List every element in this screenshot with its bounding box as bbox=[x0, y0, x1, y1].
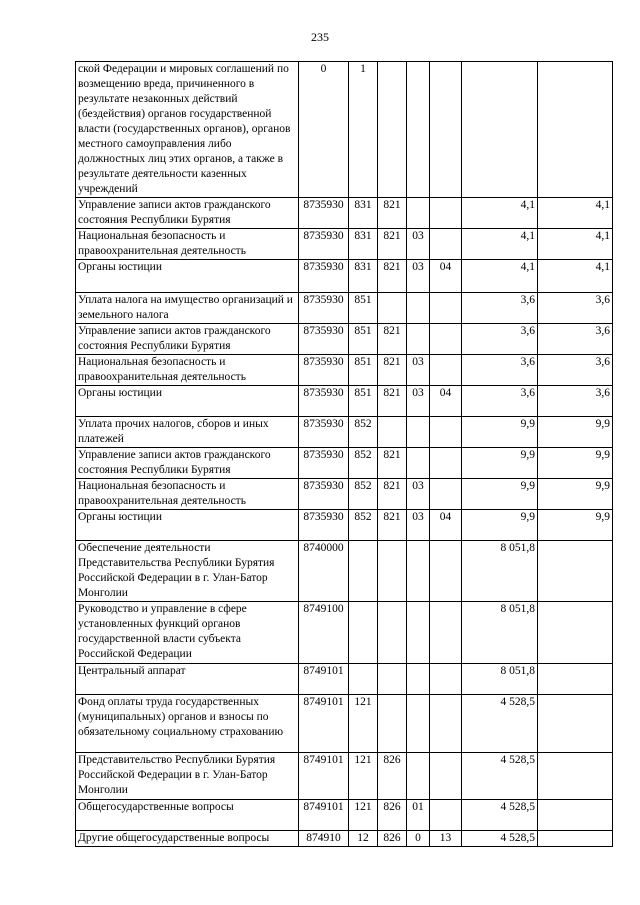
row-amount-2: 4,1 bbox=[538, 198, 613, 229]
row-amount-2 bbox=[538, 541, 613, 602]
row-expense-type: 851 bbox=[349, 355, 378, 386]
row-amount-2: 9,9 bbox=[538, 510, 613, 541]
row-expense-type: 121 bbox=[349, 695, 378, 753]
row-expense-type: 121 bbox=[349, 753, 378, 800]
row-amount-2 bbox=[538, 831, 613, 847]
row-expense-type: 831 bbox=[349, 229, 378, 260]
row-section bbox=[407, 417, 430, 448]
row-department-code: 821 bbox=[378, 260, 407, 293]
row-target-code: 8749101 bbox=[299, 695, 349, 753]
row-department-code: 821 bbox=[378, 479, 407, 510]
row-name: Органы юстиции bbox=[76, 386, 299, 417]
table-row bbox=[76, 831, 613, 847]
row-expense-type: 852 bbox=[349, 479, 378, 510]
row-section: 01 bbox=[407, 800, 430, 831]
row-expense-type: 831 bbox=[349, 260, 378, 293]
row-amount-2: 3,6 bbox=[538, 386, 613, 417]
page-number: 235 bbox=[311, 30, 329, 44]
row-department-code bbox=[378, 293, 407, 324]
row-expense-type: 852 bbox=[349, 448, 378, 479]
row-expense-type bbox=[349, 602, 378, 664]
row-amount-1: 4,1 bbox=[462, 229, 538, 260]
row-name: Фонд оплаты труда государственных (муниципальных) органов и взносы по обязательному социальному страхованию bbox=[76, 695, 299, 753]
row-target-code: 8749101 bbox=[299, 664, 349, 695]
row-subsection: 04 bbox=[430, 510, 462, 541]
row-target-code: 8735930 bbox=[299, 510, 349, 541]
row-amount-2 bbox=[538, 602, 613, 664]
row-department-code: 821 bbox=[378, 386, 407, 417]
row-expense-type: 12 bbox=[349, 831, 378, 847]
row-name: Управление записи актов гражданского состояния Республики Бурятия bbox=[76, 324, 299, 355]
row-section bbox=[407, 448, 430, 479]
row-amount-1 bbox=[462, 62, 538, 198]
row-expense-type: 1 bbox=[349, 62, 378, 198]
row-section: 0 bbox=[407, 831, 430, 847]
row-department-code: 826 bbox=[378, 753, 407, 800]
row-subsection: 04 bbox=[430, 386, 462, 417]
row-section: 03 bbox=[407, 355, 430, 386]
row-name: Национальная безопасность и правоохранительная деятельность bbox=[76, 479, 299, 510]
table-row bbox=[76, 293, 613, 324]
row-section bbox=[407, 695, 430, 753]
row-amount-2: 4,1 bbox=[538, 229, 613, 260]
row-section bbox=[407, 293, 430, 324]
row-subsection bbox=[430, 293, 462, 324]
row-subsection bbox=[430, 324, 462, 355]
table-row bbox=[76, 479, 613, 510]
row-target-code: 8735930 bbox=[299, 355, 349, 386]
row-expense-type bbox=[349, 664, 378, 695]
row-name: Уплата прочих налогов, сборов и иных платежей bbox=[76, 417, 299, 448]
row-target-code: 8735930 bbox=[299, 198, 349, 229]
row-target-code: 8735930 bbox=[299, 324, 349, 355]
row-amount-1: 9,9 bbox=[462, 479, 538, 510]
row-subsection bbox=[430, 664, 462, 695]
table-row bbox=[76, 510, 613, 541]
row-subsection bbox=[430, 602, 462, 664]
table-row bbox=[76, 664, 613, 695]
row-department-code: 826 bbox=[378, 831, 407, 847]
row-section bbox=[407, 664, 430, 695]
row-amount-1: 3,6 bbox=[462, 355, 538, 386]
row-target-code: 8735930 bbox=[299, 260, 349, 293]
row-subsection bbox=[430, 355, 462, 386]
row-section: 03 bbox=[407, 479, 430, 510]
row-amount-2: 9,9 bbox=[538, 479, 613, 510]
row-amount-2 bbox=[538, 62, 613, 198]
row-target-code: 8749101 bbox=[299, 753, 349, 800]
row-target-code: 8735930 bbox=[299, 448, 349, 479]
row-department-code bbox=[378, 664, 407, 695]
row-department-code bbox=[378, 417, 407, 448]
row-amount-1: 4 528,5 bbox=[462, 800, 538, 831]
row-target-code: 8735930 bbox=[299, 293, 349, 324]
row-subsection: 04 bbox=[430, 260, 462, 293]
row-name: Национальная безопасность и правоохранительная деятельность bbox=[76, 355, 299, 386]
row-name: Другие общегосударственные вопросы bbox=[76, 831, 299, 847]
row-amount-1: 3,6 bbox=[462, 386, 538, 417]
row-section bbox=[407, 198, 430, 229]
row-subsection bbox=[430, 417, 462, 448]
table-row bbox=[76, 417, 613, 448]
row-amount-1: 4 528,5 bbox=[462, 695, 538, 753]
row-amount-1: 4 528,5 bbox=[462, 831, 538, 847]
row-target-code: 874910 bbox=[299, 831, 349, 847]
row-subsection bbox=[430, 695, 462, 753]
table-row bbox=[76, 753, 613, 800]
row-name: Органы юстиции bbox=[76, 260, 299, 293]
row-target-code: 8735930 bbox=[299, 479, 349, 510]
row-target-code: 8749100 bbox=[299, 602, 349, 664]
row-amount-2: 9,9 bbox=[538, 417, 613, 448]
row-amount-1: 9,9 bbox=[462, 448, 538, 479]
row-section bbox=[407, 324, 430, 355]
row-name: Представительство Республики Бурятия Российской Федерации в г. Улан-Батор Монголии bbox=[76, 753, 299, 800]
row-expense-type: 831 bbox=[349, 198, 378, 229]
row-expense-type: 851 bbox=[349, 386, 378, 417]
row-target-code: 8735930 bbox=[299, 417, 349, 448]
row-department-code: 821 bbox=[378, 324, 407, 355]
row-section bbox=[407, 541, 430, 602]
budget-table bbox=[75, 61, 613, 847]
row-amount-2 bbox=[538, 695, 613, 753]
row-amount-2: 3,6 bbox=[538, 324, 613, 355]
table-row bbox=[76, 386, 613, 417]
table-row bbox=[76, 602, 613, 664]
row-amount-1: 4,1 bbox=[462, 198, 538, 229]
table-row bbox=[76, 324, 613, 355]
row-subsection bbox=[430, 229, 462, 260]
row-expense-type bbox=[349, 541, 378, 602]
table-row bbox=[76, 800, 613, 831]
row-department-code: 821 bbox=[378, 198, 407, 229]
row-subsection bbox=[430, 541, 462, 602]
row-expense-type: 851 bbox=[349, 293, 378, 324]
row-name: Общегосударственные вопросы bbox=[76, 800, 299, 831]
row-name: Обеспечение деятельности Представительства Республики Бурятия Российской Федерации в г. Улан-Батор Монголии bbox=[76, 541, 299, 602]
row-section: 03 bbox=[407, 510, 430, 541]
row-amount-2: 3,6 bbox=[538, 355, 613, 386]
table-row bbox=[76, 448, 613, 479]
row-amount-2 bbox=[538, 753, 613, 800]
row-subsection bbox=[430, 800, 462, 831]
row-section bbox=[407, 753, 430, 800]
row-department-code: 821 bbox=[378, 229, 407, 260]
row-section: 03 bbox=[407, 386, 430, 417]
row-amount-1: 4,1 bbox=[462, 260, 538, 293]
row-name: Уплата налога на имущество организаций и земельного налога bbox=[76, 293, 299, 324]
row-expense-type: 852 bbox=[349, 417, 378, 448]
row-amount-1: 3,6 bbox=[462, 293, 538, 324]
row-name: Национальная безопасность и правоохранительная деятельность bbox=[76, 229, 299, 260]
row-section: 03 bbox=[407, 260, 430, 293]
row-section bbox=[407, 62, 430, 198]
row-department-code: 821 bbox=[378, 355, 407, 386]
table-row bbox=[76, 62, 613, 198]
row-name: Управление записи актов гражданского состояния Республики Бурятия bbox=[76, 198, 299, 229]
row-amount-1: 8 051,8 bbox=[462, 664, 538, 695]
table-row bbox=[76, 355, 613, 386]
table-row bbox=[76, 198, 613, 229]
row-subsection bbox=[430, 479, 462, 510]
row-department-code: 826 bbox=[378, 800, 407, 831]
row-expense-type: 121 bbox=[349, 800, 378, 831]
row-name: Управление записи актов гражданского состояния Республики Бурятия bbox=[76, 448, 299, 479]
row-amount-2: 9,9 bbox=[538, 448, 613, 479]
row-target-code: 8749101 bbox=[299, 800, 349, 831]
row-department-code bbox=[378, 695, 407, 753]
table-row bbox=[76, 260, 613, 293]
row-amount-1: 4 528,5 bbox=[462, 753, 538, 800]
row-target-code: 8735930 bbox=[299, 386, 349, 417]
row-name: Руководство и управление в сфере установленных функций органов государственной власти субъекта Российской Федерации bbox=[76, 602, 299, 664]
table-row bbox=[76, 541, 613, 602]
row-department-code: 821 bbox=[378, 448, 407, 479]
row-amount-2: 3,6 bbox=[538, 293, 613, 324]
row-amount-2 bbox=[538, 664, 613, 695]
row-name: ской Федерации и мировых соглашений по возмещению вреда, причиненного в результате незаконных действий (бездействия) органов государственной власти (государственных органов), органов местного самоуправления либо должностных лиц этих органов, а также в результате деятельности казенных учреждений bbox=[76, 62, 299, 198]
row-amount-1: 9,9 bbox=[462, 510, 538, 541]
row-name: Центральный аппарат bbox=[76, 664, 299, 695]
table-row bbox=[76, 695, 613, 753]
row-amount-1: 9,9 bbox=[462, 417, 538, 448]
row-amount-1: 3,6 bbox=[462, 324, 538, 355]
row-department-code bbox=[378, 62, 407, 198]
row-department-code bbox=[378, 541, 407, 602]
row-subsection bbox=[430, 62, 462, 198]
row-subsection bbox=[430, 198, 462, 229]
row-subsection bbox=[430, 448, 462, 479]
row-name: Органы юстиции bbox=[76, 510, 299, 541]
row-subsection bbox=[430, 753, 462, 800]
row-amount-1: 8 051,8 bbox=[462, 602, 538, 664]
row-target-code: 8735930 bbox=[299, 229, 349, 260]
row-section: 03 bbox=[407, 229, 430, 260]
row-amount-2: 4,1 bbox=[538, 260, 613, 293]
row-expense-type: 851 bbox=[349, 324, 378, 355]
row-subsection: 13 bbox=[430, 831, 462, 847]
table-row bbox=[76, 229, 613, 260]
row-amount-2 bbox=[538, 800, 613, 831]
row-target-code: 0 bbox=[299, 62, 349, 198]
row-section bbox=[407, 602, 430, 664]
row-amount-1: 8 051,8 bbox=[462, 541, 538, 602]
row-department-code: 821 bbox=[378, 510, 407, 541]
row-target-code: 8740000 bbox=[299, 541, 349, 602]
row-expense-type: 852 bbox=[349, 510, 378, 541]
row-department-code bbox=[378, 602, 407, 664]
